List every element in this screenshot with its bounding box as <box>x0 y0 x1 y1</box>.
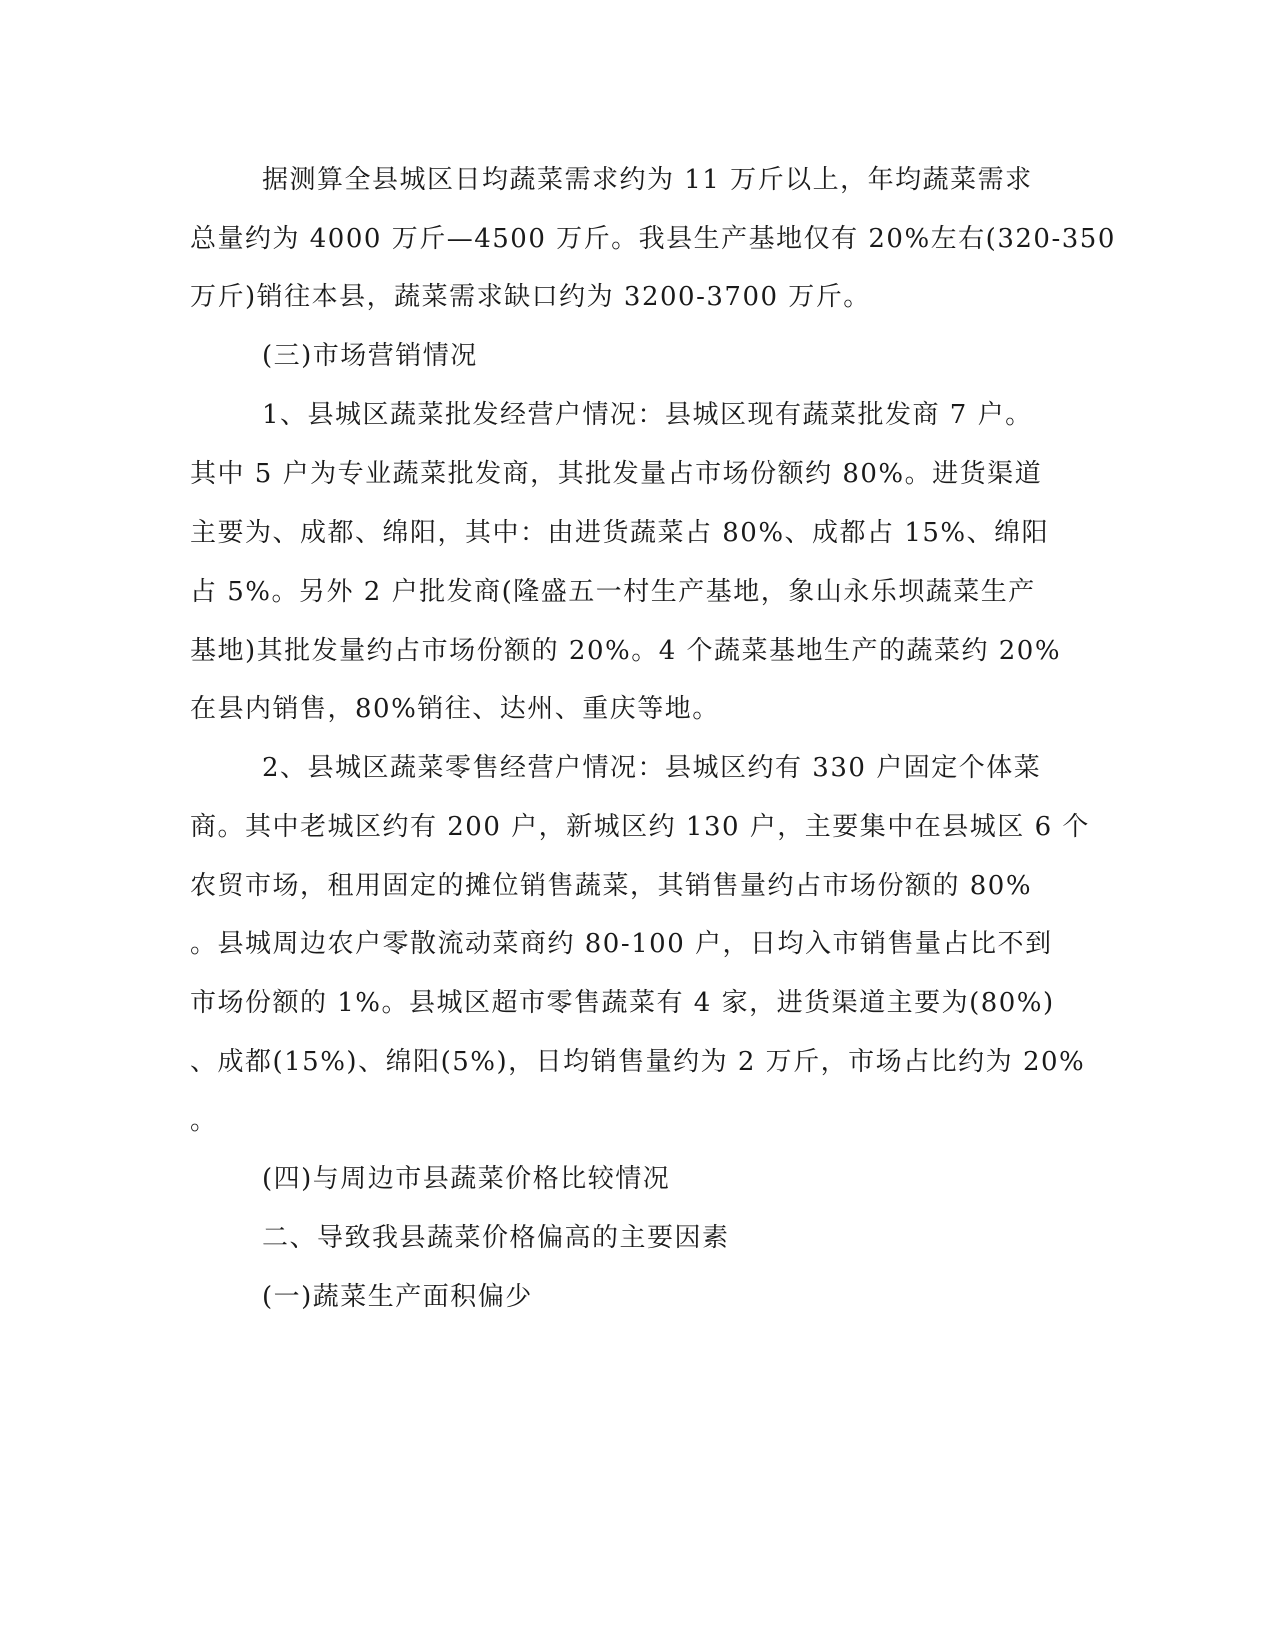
wholesale-line-4: 占 5%。另外 2 户批发商(隆盛五一村生产基地，象山永乐坝蔬菜生产 <box>190 577 1036 607</box>
demand-estimate-line-3: 万斤)销往本县，蔬菜需求缺口约为 3200-3700 万斤。 <box>190 282 871 312</box>
retail-line-7: 。 <box>190 1106 218 1136</box>
wholesale-line-1: 1、县城区蔬菜批发经营户情况：县城区现有蔬菜批发商 7 户。 <box>262 400 1033 430</box>
wholesale-line-3: 主要为、成都、绵阳，其中：由进货蔬菜占 80%、成都占 15%、绵阳 <box>190 518 1050 548</box>
retail-line-6: 、成都(15%)、绵阳(5%)，日均销售量约为 2 万斤，市场占比约为 20% <box>190 1047 1086 1077</box>
wholesale-line-6: 在县内销售，80%销往、达州、重庆等地。 <box>190 694 720 724</box>
heading-small-area: (一)蔬菜生产面积偏少 <box>262 1282 533 1312</box>
retail-line-3: 农贸市场，租用固定的摊位销售蔬菜，其销售量约占市场份额的 80% <box>190 871 1033 901</box>
wholesale-line-5: 基地)其批发量约占市场份额的 20%。4 个蔬菜基地生产的蔬菜约 20% <box>190 636 1062 666</box>
demand-estimate-line-1: 据测算全县城区日均蔬菜需求约为 11 万斤以上，年均蔬菜需求 <box>262 165 1033 195</box>
demand-estimate-line-2: 总量约为 4000 万斤—4500 万斤。我县生产基地仅有 20%左右(320-350 <box>190 224 1116 254</box>
retail-line-4: 。县城周边农户零散流动菜商约 80-100 户，日均入市销售量占比不到 <box>190 929 1053 959</box>
wholesale-line-2: 其中 5 户为专业蔬菜批发商，其批发量占市场份额约 80%。进货渠道 <box>190 459 1043 489</box>
heading-high-price-factors: 二、导致我县蔬菜价格偏高的主要因素 <box>262 1223 730 1253</box>
retail-line-2: 商。其中老城区约有 200 户，新城区约 130 户，主要集中在县城区 6 个 <box>190 812 1090 842</box>
retail-line-5: 市场份额的 1%。县城区超市零售蔬菜有 4 家，进货渠道主要为(80%) <box>190 988 1055 1018</box>
retail-line-1: 2、县城区蔬菜零售经营户情况：县城区约有 330 户固定个体菜 <box>262 753 1042 783</box>
heading-market-sales: (三)市场营销情况 <box>262 341 478 371</box>
heading-price-comparison: (四)与周边市县蔬菜价格比较情况 <box>262 1164 671 1194</box>
